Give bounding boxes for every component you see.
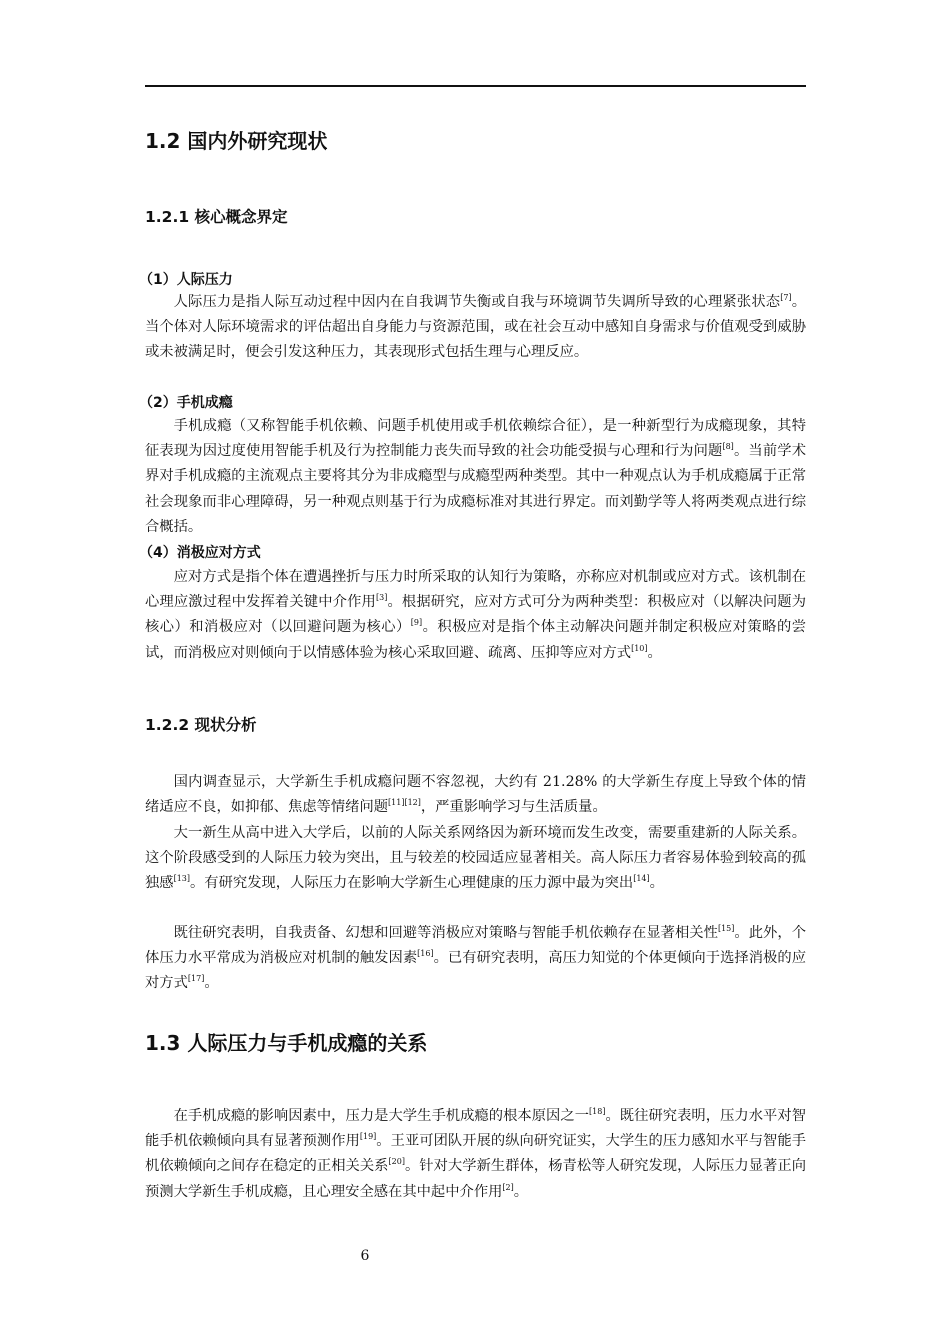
citation: [2] — [502, 1182, 514, 1192]
subheading-phone-addiction: （2）手机成瘾 — [139, 395, 233, 411]
citation: [18] — [589, 1107, 606, 1117]
citation: [15] — [717, 924, 735, 934]
citation: [8] — [722, 442, 734, 452]
citation: [13] — [173, 874, 191, 884]
paragraph-negative-coping: 应对方式是指个体在遭遇挫折与压力时所采取的认知行为策略，亦称应对机制或应对方式。该机制在心理应激过程中发挥着关键中介作用[3]。根据研究，应对方式可分为两种类型：积极应对（以解决问题为核心）和消极应对（以回避问题为核心）[9]。积极应对是指个体主动解决问题并制定积极应对策略的尝试，而消极应对则倾向于以情感体验为核心采取回避、疏离、压抑等应对方式[10]。 — [145, 569, 807, 661]
paragraph-status-3: 既往研究表明，自我责备、幻想和回避等消极应对策略与智能手机依赖存在显著相关性[15]。此外，个体压力水平常成为消极应对机制的触发因素[16]。已有研究表明，高压力知觉的个体更倾向于选择消极的应对方式[17]。 — [145, 924, 807, 992]
section-title-1-2-1: 1.2.1 核心概念界定 — [145, 208, 288, 226]
paragraph-status-2: 大一新生从高中进入大学后，以前的人际关系网络因为新环境而发生改变，需要重建新的人际关系。这个阶段感受到的人际压力较为突出，且与较差的校园适应显著相关。高人际压力者容易体验到较高的孤独感[13]。有研究发现，人际压力在影响大学新生心理健康的压力源中最为突出[14]。 — [145, 825, 806, 892]
citation: [20] — [388, 1157, 405, 1167]
subheading-negative-coping: （4）消极应对方式 — [139, 545, 261, 561]
citation: [14] — [633, 874, 650, 884]
citation: [19] — [359, 1132, 377, 1142]
subheading-interpersonal-stress: （1）人际压力 — [139, 272, 233, 288]
page-number: 6 — [360, 1248, 370, 1264]
citation: [16] — [417, 949, 434, 959]
section-title-1-3: 1.3 人际压力与手机成瘾的关系 — [145, 1031, 428, 1055]
citation: [7] — [780, 293, 792, 303]
citation: [9] — [410, 618, 423, 628]
citation: [17] — [187, 974, 205, 984]
citation: [10] — [631, 643, 648, 653]
header-rule — [145, 85, 806, 87]
paragraph-status-1: 国内调查显示，大学新生手机成瘾问题不容忽视，大约有 21.28% 的大学新生存度上导致个体的情绪适应不良，如抑郁、焦虑等情绪问题[11][12]，严重影响学习与生活质量。 — [145, 774, 806, 816]
citation: [11][12] — [388, 798, 421, 808]
paragraph-relationship: 在手机成瘾的影响因素中，压力是大学生手机成瘾的根本原因之一[18]。既往研究表明，压力水平对智能手机依赖倾向具有显著预测作用[19]。王亚可团队开展的纵向研究证实，大学生的压力感知水平与智能手机依赖倾向之间存在稳定的正相关关系[20]。针对大学新生群体，杨青松等人研究发现，人际压力显著正向预测大学新生手机成瘾，且心理安全感在其中起中介作用[2]。 — [145, 1107, 807, 1200]
paragraph-interpersonal-stress: 人际压力是指人际互动过程中因内在自我调节失衡或自我与环境调节失调所导致的心理紧张状态[7]。当个体对人际环境需求的评估超出自身能力与资源范围，或在社会互动中感知自身需求与价值观受到威胁或未被满足时，便会引发这种压力，其表现形式包括生理与心理反应。 — [145, 293, 807, 361]
paragraph-phone-addiction: 手机成瘾（又称智能手机依赖、问题手机使用或手机依赖综合征），是一种新型行为成瘾现象，其特征表现为因过度使用智能手机及行为控制能力丧失而导致的社会功能受损与心理和行为问题[8]。当前学术界对手机成瘾的主流观点主要将其分为非成瘾型与成瘾型两种类型。其中一种观点认为手机成瘾属于正常社会现象而非心理障碍，另一种观点则基于行为成瘾标准对其进行界定。而刘勤学等人将两类观点进行综合概括。 — [145, 418, 806, 535]
section-title-1-2: 1.2 国内外研究现状 — [145, 129, 328, 153]
citation: [3] — [376, 593, 388, 603]
section-title-1-2-2: 1.2.2 现状分析 — [145, 716, 257, 734]
